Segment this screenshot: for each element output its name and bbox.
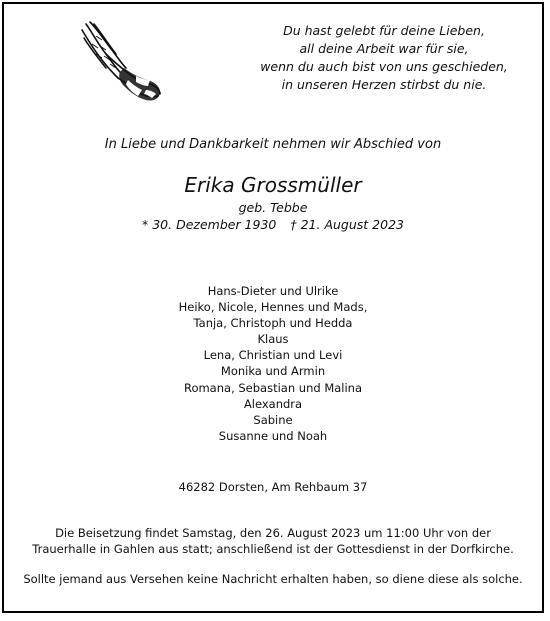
farewell-intro: In Liebe und Dankbarkeit nehmen wir Abschied von [104, 137, 442, 152]
death-date: † 21. August 2023 [290, 217, 404, 232]
mourner-line: Monika und Armin [220, 364, 326, 379]
poem-line: Du hast gelebt für deine Lieben, [283, 23, 485, 38]
family-address: 46282 Dorsten, Am Rehbaum 37 [178, 480, 368, 494]
mourners-list [4, 283, 542, 444]
birth-date: * 30. Dezember 1930 [142, 217, 277, 232]
footer-note: Sollte jemand aus Versehen keine Nachricht erhalten haben, so diene diese als solche. [23, 572, 523, 586]
mourner-line: Lena, Christian und Levi [203, 348, 343, 363]
funeral-notice [4, 525, 542, 557]
mourner-line: Sabine [253, 412, 293, 427]
notice-line: Die Beisetzung findet Samstag, den 26. August 2023 um 11:00 Uhr von der [55, 526, 491, 540]
mourner-line: Susanne und Noah [218, 428, 328, 443]
poem [244, 22, 524, 94]
praying-hands-icon [76, 18, 166, 106]
mourner-line: Klaus [257, 332, 289, 347]
poem-line: all deine Arbeit war für sie, [299, 41, 469, 56]
life-dates [4, 217, 542, 232]
mourner-line: Romana, Sebastian und Malina [183, 380, 363, 395]
birth-name: geb. Tebbe [238, 200, 308, 215]
obituary-card [2, 2, 544, 613]
poem-line: in unseren Herzen stirbst du nie. [281, 77, 487, 92]
notice-line: Trauerhalle in Gahlen aus statt; anschließend ist der Gottesdienst in der Dorfkirche. [32, 542, 514, 556]
mourner-line: Hans-Dieter und Ulrike [207, 284, 339, 298]
mourner-line: Alexandra [243, 396, 303, 411]
mourner-line: Heiko, Nicole, Hennes und Mads, [178, 300, 368, 315]
mourner-line: Tanja, Christoph und Hedda [193, 316, 353, 331]
poem-line: wenn du auch bist von uns geschieden, [260, 59, 508, 74]
deceased-name: Erika Grossmüller [184, 173, 362, 197]
